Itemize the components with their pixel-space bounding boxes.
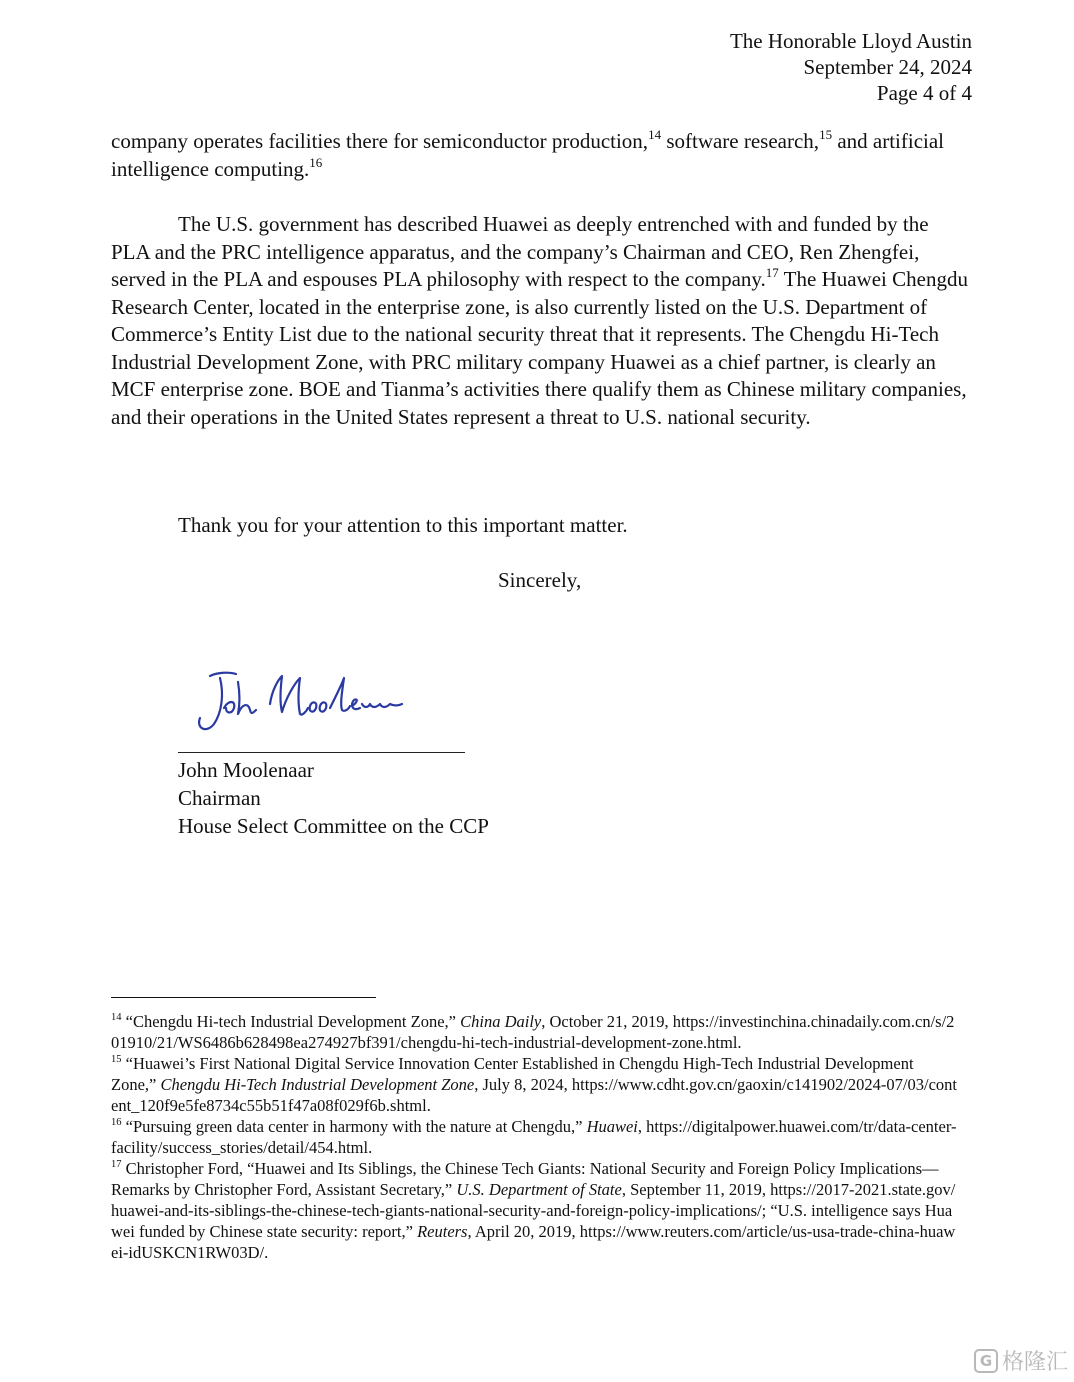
para2-text-a: The U.S. government has described Huawei as deeply entrenched with and funded by the PLA and the PRC intelligence apparatus, and the company’s Chairman and CEO, Ren Zhengfei, served in the PLA and espouses PLA philosophy with respect to the company. <box>111 212 929 291</box>
para1-text-c: and artificial intelligence computing. <box>111 129 945 181</box>
letter-header <box>730 28 972 106</box>
recipient-line: The Honorable Lloyd Austin <box>729 29 972 53</box>
signer-committee: House Select Committee on the CCP <box>178 814 489 838</box>
footnote-url: , https://digitalpower.huawei.com/tr/data-center-facility/success_stories/detail/454.html. <box>111 1117 957 1157</box>
footnote-separator <box>111 997 376 998</box>
footnote-source: China Daily <box>460 1012 542 1031</box>
date-line: September 24, 2024 <box>803 55 972 79</box>
footnote-url: , September 11, 2019, https://2017-2021.state.gov/huawei-and-its-siblings-the-chinese-tech-giants-national-security-and-foreign-policy-implications/; “U.S. intelligence says Huawei funded by Chinese state security: report,” <box>111 1180 956 1241</box>
footnote-url-2: , April 20, 2019, https://www.reuters.com/article/us-usa-trade-china-huawei-idUSKCN1RW03D/. <box>111 1222 956 1262</box>
footnote-14 <box>111 1011 961 1053</box>
footnote-number: 16 <box>111 1116 122 1128</box>
gelonghui-logo-icon: G <box>974 1349 998 1373</box>
signature-line <box>178 752 465 753</box>
footnote-source: U.S. Department of State <box>456 1180 622 1199</box>
page-number: Page 4 of 4 <box>876 81 972 105</box>
footnote-text: “Chengdu Hi-tech Industrial Development Zone,” <box>121 1012 461 1031</box>
footnote-number: 15 <box>111 1053 122 1065</box>
footnote-text: Christopher Ford, “Huawei and Its Siblings, the Chinese Tech Giants: National Security and Foreign Policy Implications—Remarks by Christopher Ford, Assistant Secretary,” <box>111 1159 939 1199</box>
footnote-source-2: Reuters <box>417 1222 468 1241</box>
watermark-text: 格隆汇 <box>1001 1350 1068 1375</box>
footnotes <box>111 1011 961 1263</box>
thanks-line: Thank you for your attention to this important matter. <box>178 513 628 537</box>
closing-line: Sincerely, <box>498 568 582 592</box>
footnote-url: , July 8, 2024, https://www.cdht.gov.cn/gaoxin/c141902/2024-07/03/content_120f9e5fe8734c55b51f47a08f029f6b.shtml. <box>111 1075 958 1115</box>
footnote-number: 17 <box>111 1158 122 1170</box>
footnote-url: , October 21, 2019, https://investinchina.chinadaily.com.cn/s/201910/21/WS6486b628498ea274927bf391/chengdu-hi-tech-industrial-development-zone.html. <box>111 1012 955 1052</box>
footnote-ref-16: 16 <box>309 154 323 170</box>
footnote-16 <box>111 1116 961 1158</box>
para1-text-b: software research, <box>661 129 820 153</box>
body-paragraph-2 <box>111 211 971 431</box>
para1-text-a: company operates facilities there for semiconductor production, <box>111 129 649 153</box>
footnote-ref-15: 15 <box>819 127 833 142</box>
handwritten-signature <box>190 664 420 740</box>
footnote-text: “Pursuing green data center in harmony with the nature at Chengdu,” <box>121 1117 587 1136</box>
signer-title: Chairman <box>178 786 261 810</box>
body-paragraph-1 <box>111 128 971 183</box>
footnote-ref-17: 17 <box>765 265 779 280</box>
footnote-text: “Huawei’s First National Digital Service Innovation Center Established in Chengdu High-Tech Industrial Development Zone,” <box>111 1054 914 1094</box>
signer-name: John Moolenaar <box>178 758 314 782</box>
footnote-17 <box>111 1158 961 1263</box>
watermark <box>974 1345 1068 1376</box>
footnote-number: 14 <box>111 1011 122 1023</box>
footnote-ref-14: 14 <box>648 127 662 142</box>
signer-block <box>178 756 489 840</box>
footnote-15 <box>111 1053 961 1116</box>
footnote-source: Huawei <box>586 1117 638 1136</box>
footnote-source: Chengdu Hi-Tech Industrial Development Zone <box>160 1075 475 1094</box>
para2-text-b: The Huawei Chengdu Research Center, located in the enterprise zone, is also currently listed on the U.S. Department of Commerce’s Entity List due to the national security threat that it represents. The Chengdu Hi-Tech Industrial Development Zone, with PRC military company Huawei as a chief partner, is clearly an MCF enterprise zone. BOE and Tianma’s activities there qualify them as Chinese military companies, and their operations in the United States represent a threat to U.S. national security. <box>111 267 968 429</box>
